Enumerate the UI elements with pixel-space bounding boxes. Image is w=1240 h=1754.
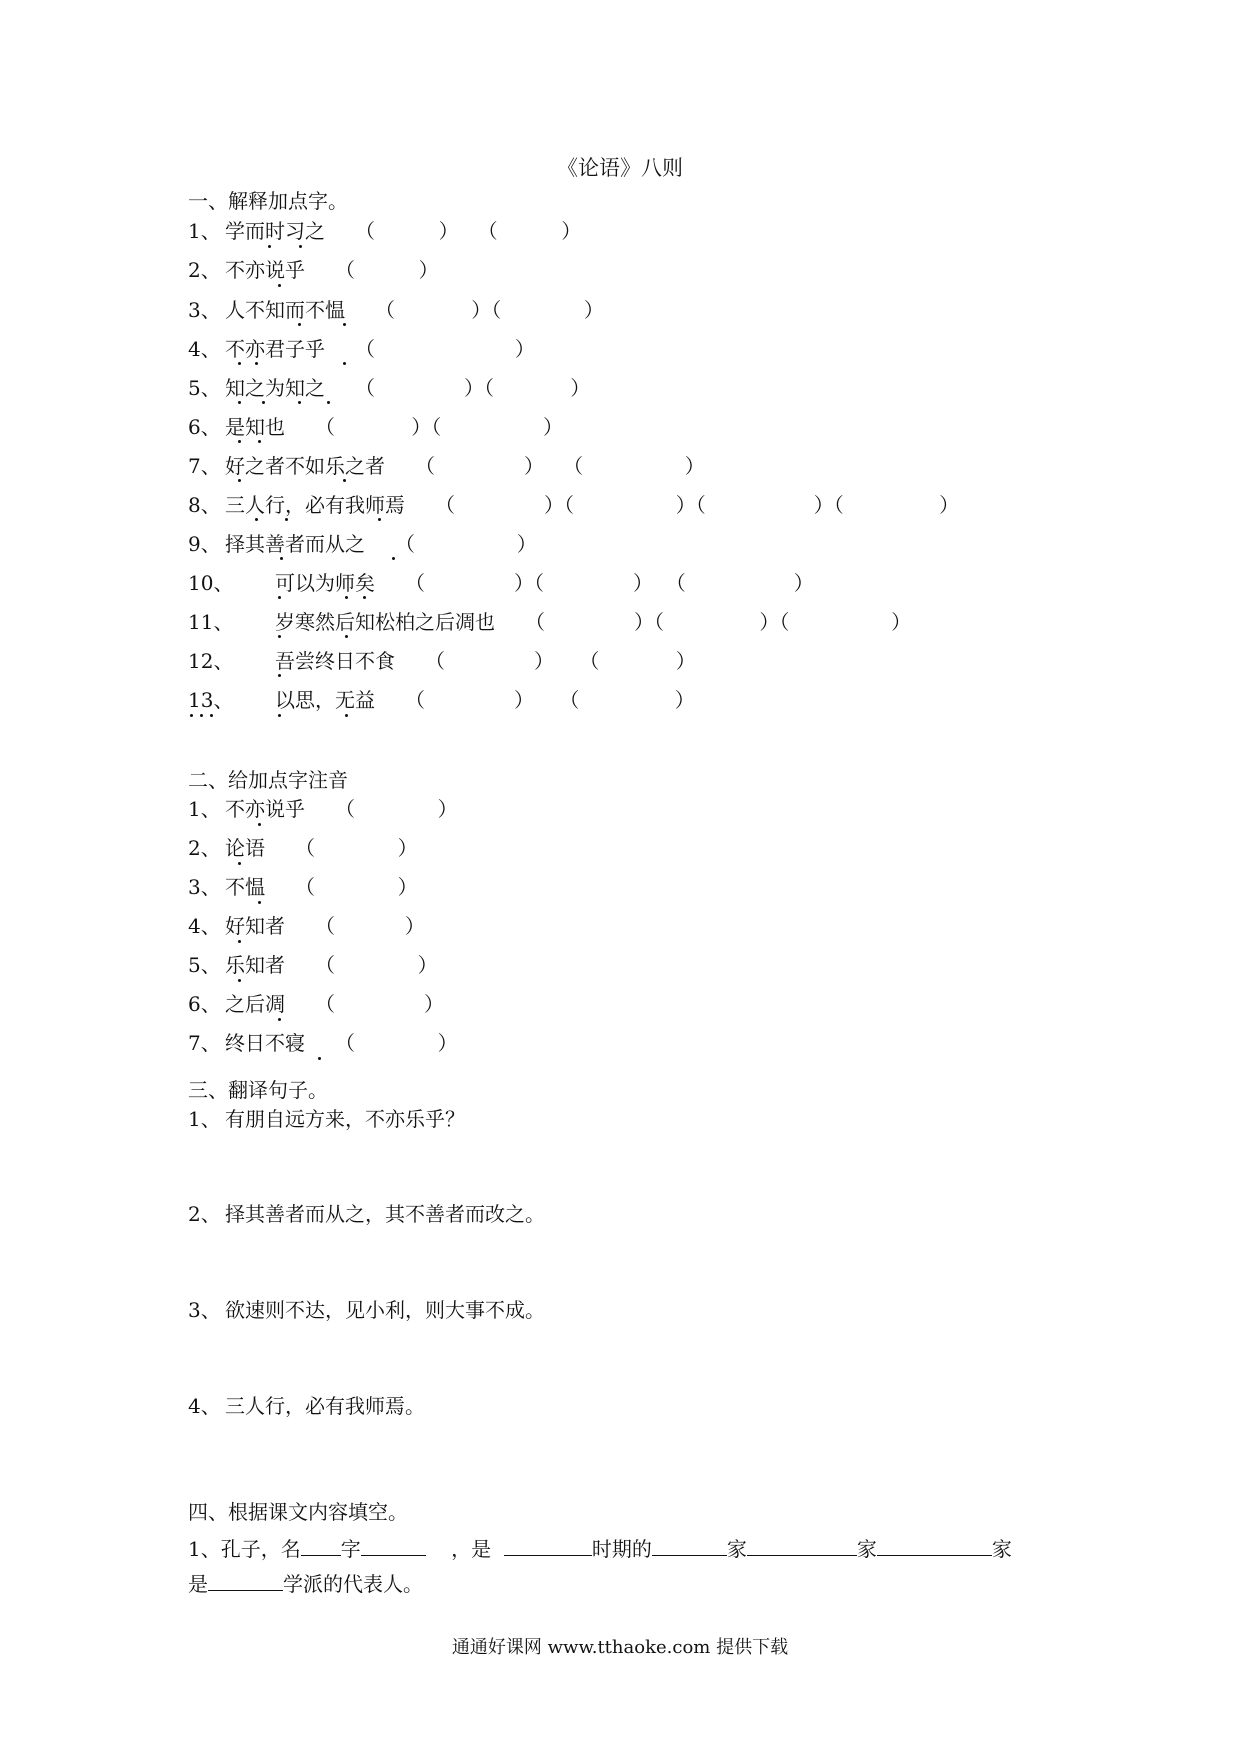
blank-line[interactable] xyxy=(652,1535,727,1556)
emphasis-dot xyxy=(363,596,366,599)
item-text: 不愠 xyxy=(225,875,265,899)
fill-text: 字 xyxy=(340,1537,361,1561)
emphasis-dot xyxy=(278,1018,281,1021)
emphasis-dot xyxy=(280,557,283,560)
item-number: 1、 xyxy=(188,797,221,821)
item-number: 9、 xyxy=(188,532,221,556)
emphasis-dot xyxy=(278,596,281,599)
emphasis-dot xyxy=(392,557,395,560)
blank-line[interactable] xyxy=(877,1535,992,1556)
page-footer: 通通好课网 www.tthaoke.com 提供下载 xyxy=(451,1637,789,1658)
blank-line[interactable] xyxy=(747,1535,857,1556)
item-text: 择其善者而从之，其不善者而改之。 xyxy=(225,1202,545,1226)
item-text: 不亦君子乎 xyxy=(225,337,325,361)
section2-item xyxy=(188,1029,458,1057)
item-number: 3、 xyxy=(188,298,221,322)
fill-text: 家 xyxy=(856,1537,877,1561)
item-number: 5、 xyxy=(188,953,221,977)
section1-heading: 一、解释加点字。 xyxy=(188,189,348,213)
answer-blanks[interactable]: （ ） xyxy=(355,337,535,361)
item-text: 吾尝终日不食 xyxy=(275,649,395,673)
emphasis-dot xyxy=(238,862,241,865)
item-text: 岁寒然后知松柏之后凋也 xyxy=(275,610,495,634)
section1-item xyxy=(188,217,581,245)
section1-item xyxy=(188,413,563,441)
item-number: 10、 xyxy=(188,571,234,595)
answer-blanks[interactable]: （ ）（ ）（ ）（ ） xyxy=(435,493,960,517)
emphasis-dot xyxy=(345,635,348,638)
fill-text: 1、孔子，名 xyxy=(188,1537,301,1561)
answer-blanks[interactable]: （ ） xyxy=(295,875,418,899)
item-text: 是知也 xyxy=(225,415,285,439)
emphasis-dot xyxy=(238,940,241,943)
item-text: 论语 xyxy=(225,836,265,860)
item-number: 8、 xyxy=(188,493,221,517)
emphasis-dot xyxy=(255,362,258,365)
emphasis-dot xyxy=(343,323,346,326)
item-number: 3、 xyxy=(188,875,221,899)
emphasis-dot xyxy=(238,362,241,365)
answer-blanks[interactable]: （ ） xyxy=(315,992,445,1016)
item-number: 4、 xyxy=(188,337,221,361)
emphasis-dot xyxy=(278,635,281,638)
blank-line[interactable] xyxy=(208,1570,283,1591)
item-text: 可以为师矣 xyxy=(275,571,375,595)
emphasis-dot xyxy=(238,479,241,482)
section1-item xyxy=(188,530,537,558)
emphasis-dot xyxy=(345,596,348,599)
item-text: 三人行，必有我师焉。 xyxy=(225,1394,425,1418)
item-text: 好知者 xyxy=(225,914,285,938)
emphasis-dot xyxy=(210,714,213,717)
item-text: 乐知者 xyxy=(225,953,285,977)
item-number: 12、 xyxy=(188,649,234,673)
emphasis-dot xyxy=(258,823,261,826)
answer-blanks[interactable]: （ ） xyxy=(335,797,458,821)
section3-item xyxy=(188,1200,545,1228)
section2-heading: 二、给加点字注音 xyxy=(188,768,348,792)
section1-item xyxy=(188,296,604,324)
section3-item xyxy=(188,1296,545,1324)
emphasis-dot xyxy=(299,245,302,248)
item-number: 1、 xyxy=(188,219,221,243)
item-number: 5、 xyxy=(188,376,221,400)
emphasis-dot xyxy=(298,323,301,326)
item-text: 人不知而不愠 xyxy=(225,298,345,322)
item-number: 7、 xyxy=(188,454,221,478)
emphasis-dot xyxy=(378,518,381,521)
section1-item xyxy=(188,608,911,636)
section2-item xyxy=(188,834,418,862)
fill-text: 是 xyxy=(188,1572,208,1596)
page-title: 《论语》八则 xyxy=(557,156,683,180)
answer-blanks[interactable]: （ ）（ ） xyxy=(375,298,604,322)
answer-blanks[interactable]: （ ） xyxy=(335,258,439,282)
emphasis-dot xyxy=(268,245,271,248)
item-number: 2、 xyxy=(188,836,221,860)
fill-text: 时期的 xyxy=(591,1537,652,1561)
emphasis-dot xyxy=(345,714,348,717)
answer-blanks[interactable]: （ ） xyxy=(335,1031,458,1055)
item-text: 有朋自远方来，不亦乐乎？ xyxy=(225,1107,465,1131)
section3-heading: 三、翻译句子。 xyxy=(188,1078,328,1102)
emphasis-dot xyxy=(262,401,265,404)
item-number: 13、 xyxy=(188,688,234,712)
item-text: 好之者不如乐之者 xyxy=(225,454,385,478)
item-text: 不亦说乎 xyxy=(225,797,305,821)
item-text: 之后凋 xyxy=(225,992,285,1016)
section1-item xyxy=(188,491,959,519)
item-text: 择其善者而从之 xyxy=(225,532,365,556)
emphasis-dot xyxy=(278,284,281,287)
emphasis-dot xyxy=(343,362,346,365)
emphasis-dot xyxy=(285,518,288,521)
section3-item xyxy=(188,1105,465,1133)
emphasis-dot xyxy=(327,401,330,404)
answer-blanks[interactable]: （ ） xyxy=(295,836,418,860)
section1-item xyxy=(188,452,705,480)
section1-item xyxy=(188,647,696,675)
section1-item xyxy=(188,335,535,363)
emphasis-dot xyxy=(238,979,241,982)
item-text: 学而时习之 xyxy=(225,219,325,243)
emphasis-dot xyxy=(255,518,258,521)
fill-text: 家 xyxy=(991,1537,1012,1561)
answer-blanks[interactable]: （ ）（ ）（ ） xyxy=(525,610,912,634)
answer-blanks[interactable]: （ ） xyxy=(315,953,438,977)
fill-text: 家 xyxy=(726,1537,747,1561)
section4-heading: 四、根据课文内容填空。 xyxy=(188,1500,408,1524)
emphasis-dot xyxy=(258,901,261,904)
item-number: 1、 xyxy=(188,1107,221,1131)
answer-blanks[interactable]: （ ） （ ） xyxy=(405,688,695,712)
emphasis-dot xyxy=(278,714,281,717)
answer-blanks[interactable]: （ ）（ ） xyxy=(355,376,591,400)
fill-text: 学派的代表人。 xyxy=(283,1572,423,1596)
item-text: 以思，无益 xyxy=(275,688,375,712)
emphasis-dot xyxy=(238,440,241,443)
item-number: 7、 xyxy=(188,1031,221,1055)
emphasis-dot xyxy=(318,1057,321,1060)
answer-blanks[interactable]: （ ） （ ） xyxy=(425,649,696,673)
item-text: 三人行，必有我师焉 xyxy=(225,493,405,517)
item-number: 2、 xyxy=(188,258,221,282)
emphasis-dot xyxy=(278,674,281,677)
fill-line-2 xyxy=(188,1570,423,1598)
section2-item xyxy=(188,795,458,823)
section1-item xyxy=(188,256,439,284)
item-number: 4、 xyxy=(188,914,221,938)
fill-text: ，是 xyxy=(451,1537,492,1561)
emphasis-dot xyxy=(298,401,301,404)
section2-item xyxy=(188,912,425,940)
item-number: 2、 xyxy=(188,1202,221,1226)
emphasis-dot xyxy=(190,714,193,717)
section1-item xyxy=(188,374,590,402)
item-text: 欲速则不达，见小利，则大事不成。 xyxy=(225,1298,545,1322)
section3-item xyxy=(188,1392,425,1420)
section1-item xyxy=(188,569,814,597)
emphasis-dot xyxy=(200,714,203,717)
item-number: 6、 xyxy=(188,415,221,439)
section2-item xyxy=(188,990,444,1018)
blank-line[interactable] xyxy=(301,1535,341,1556)
blank-line[interactable] xyxy=(504,1535,592,1556)
item-number: 4、 xyxy=(188,1394,221,1418)
answer-blanks[interactable]: （ ） xyxy=(315,914,425,938)
emphasis-dot xyxy=(238,401,241,404)
emphasis-dot xyxy=(258,440,261,443)
answer-blanks[interactable]: （ ）（ ） （ ） xyxy=(405,571,814,595)
section1-item xyxy=(188,686,695,714)
item-number: 6、 xyxy=(188,992,221,1016)
item-number: 11、 xyxy=(188,610,234,634)
section2-item xyxy=(188,873,418,901)
item-number: 3、 xyxy=(188,1298,221,1322)
item-text: 知之为知之 xyxy=(225,376,325,400)
emphasis-dot xyxy=(343,479,346,482)
answer-blanks[interactable]: （ ） （ ） xyxy=(415,454,705,478)
item-text: 终日不寝 xyxy=(225,1031,305,1055)
answer-blanks[interactable]: （ ）（ ） xyxy=(315,415,564,439)
blank-line[interactable] xyxy=(361,1535,426,1556)
answer-blanks[interactable]: （ ） （ ） xyxy=(355,219,582,243)
answer-blanks[interactable]: （ ） xyxy=(395,532,537,556)
section2-item xyxy=(188,951,438,979)
item-text: 不亦说乎 xyxy=(225,258,305,282)
fill-line-1 xyxy=(188,1535,1012,1563)
